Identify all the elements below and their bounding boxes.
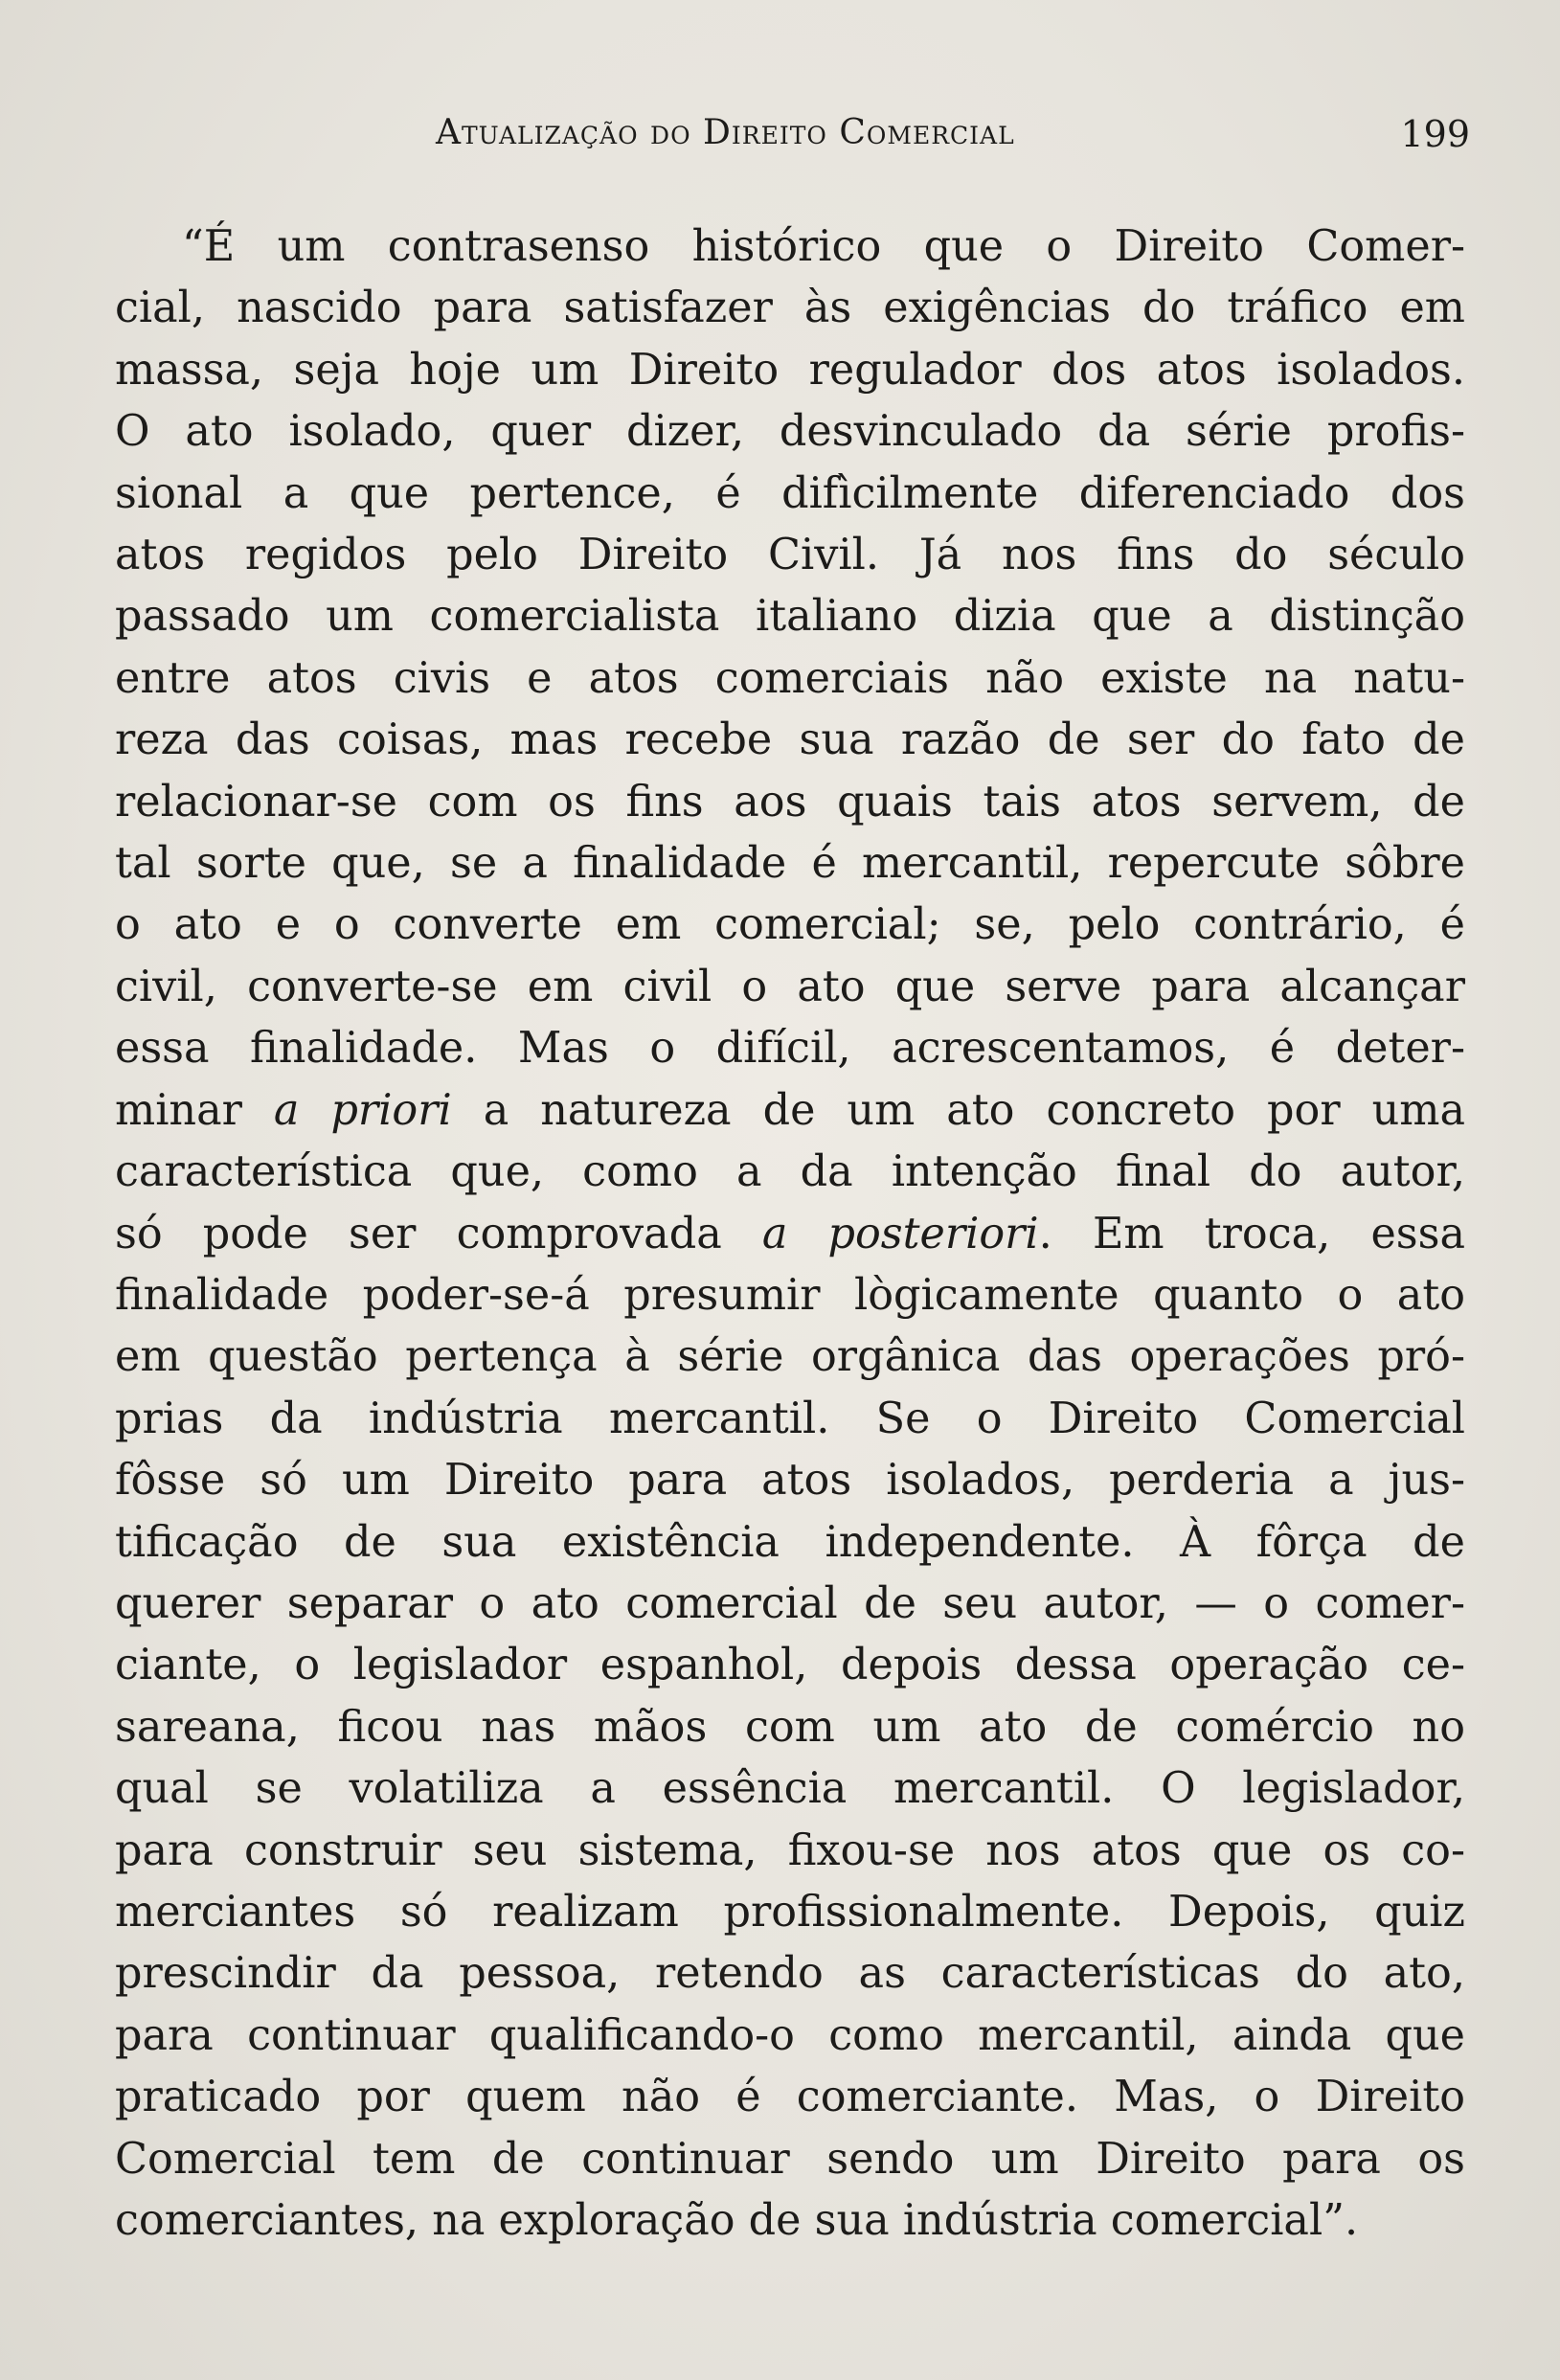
quoted-paragraph <box>115 216 1465 2252</box>
text-line: tificação de sua existência independente. À fôrça de <box>115 1517 1465 1567</box>
text-line: fôsse só um Direito para atos isolados, perderia a jus- <box>115 1456 1465 1506</box>
text-line: essa finalidade. Mas o difícil, acrescentamos, é deter- <box>115 1024 1465 1074</box>
text-line: sional a que pertence, é difìcilmente diferenciado dos <box>115 468 1465 518</box>
text-line: civil, converte-se em civil o ato que serve para alcançar <box>115 962 1465 1011</box>
text-line: para continuar qualificando-o como mercantil, ainda que <box>115 2010 1465 2060</box>
text-line: o ato e o converte em comercial; se, pelo contrário, é <box>115 900 1465 950</box>
text-line: entre atos civis e atos comerciais não existe na natu- <box>115 653 1465 703</box>
text-line: finalidade poder-se-á presumir lògicamente quanto o ato <box>115 1270 1465 1320</box>
text-line: Comercial tem de continuar sendo um Direito para os <box>115 2134 1465 2184</box>
page-header <box>436 113 1470 167</box>
page-number: 199 <box>1400 113 1470 155</box>
text-line: O ato isolado, quer dizer, desvinculado da série profis- <box>115 407 1465 457</box>
text-line: sareana, ficou nas mãos com um ato de comércio no <box>115 1702 1465 1752</box>
text-line: atos regidos pelo Direito Civil. Já nos fins do século <box>115 531 1465 580</box>
text-line: massa, seja hoje um Direito regulador dos atos isolados. <box>115 345 1465 395</box>
latin-term-a-priori: a priori <box>273 1085 452 1135</box>
latin-term-a-posteriori: a posteriori <box>761 1209 1039 1258</box>
text-line: qual se volatiliza a essência mercantil. O legislador, <box>115 1764 1465 1814</box>
text-line: querer separar o ato comercial de seu autor, — o comer- <box>115 1578 1465 1628</box>
text-line: prias da indústria mercantil. Se o Direito Comercial <box>115 1394 1465 1443</box>
text-line: relacionar-se com os fins aos quais tais atos servem, de <box>115 777 1465 827</box>
text-line <box>115 1204 1465 1265</box>
running-title: Atualização do Direito Comercial <box>436 113 1015 152</box>
line-text-after: a natureza de um ato concreto por uma <box>451 1085 1466 1135</box>
text-line: praticado por quem não é comerciante. Mas, o Direito <box>115 2073 1465 2122</box>
text-line: em questão pertença à série orgânica das operações pró- <box>115 1332 1465 1382</box>
text-line: comerciantes, na exploração de sua indústria comercial”. <box>115 2196 1359 2245</box>
text-line: merciantes só realizam profissionalmente. Depois, quiz <box>115 1887 1465 1937</box>
text-line: para construir seu sistema, fixou-se nos atos que os co- <box>115 1825 1465 1875</box>
text-line: tal sorte que, se a finalidade é mercantil, repercute sôbre <box>115 839 1465 889</box>
text-line: “É um contrasenso histórico que o Direito Comer- <box>182 222 1465 271</box>
text-line: cial, nascido para satisfazer às exigências do tráfico em <box>115 283 1465 333</box>
line-text-before: só pode ser comprovada <box>115 1209 762 1258</box>
line-text-after: . Em troca, essa <box>1038 1209 1465 1258</box>
text-line: ciante, o legislador espanhol, depois dessa operação ce- <box>115 1641 1465 1690</box>
line-text-before: minar <box>115 1085 274 1135</box>
text-line: prescindir da pessoa, retendo as características do ato, <box>115 1949 1465 1999</box>
text-line <box>115 1080 1465 1142</box>
text-line: característica que, como a da intenção final do autor, <box>115 1147 1465 1197</box>
text-line: passado um comercialista italiano dizia que a distinção <box>115 592 1465 642</box>
text-line: reza das coisas, mas recebe sua razão de ser do fato de <box>115 715 1465 765</box>
